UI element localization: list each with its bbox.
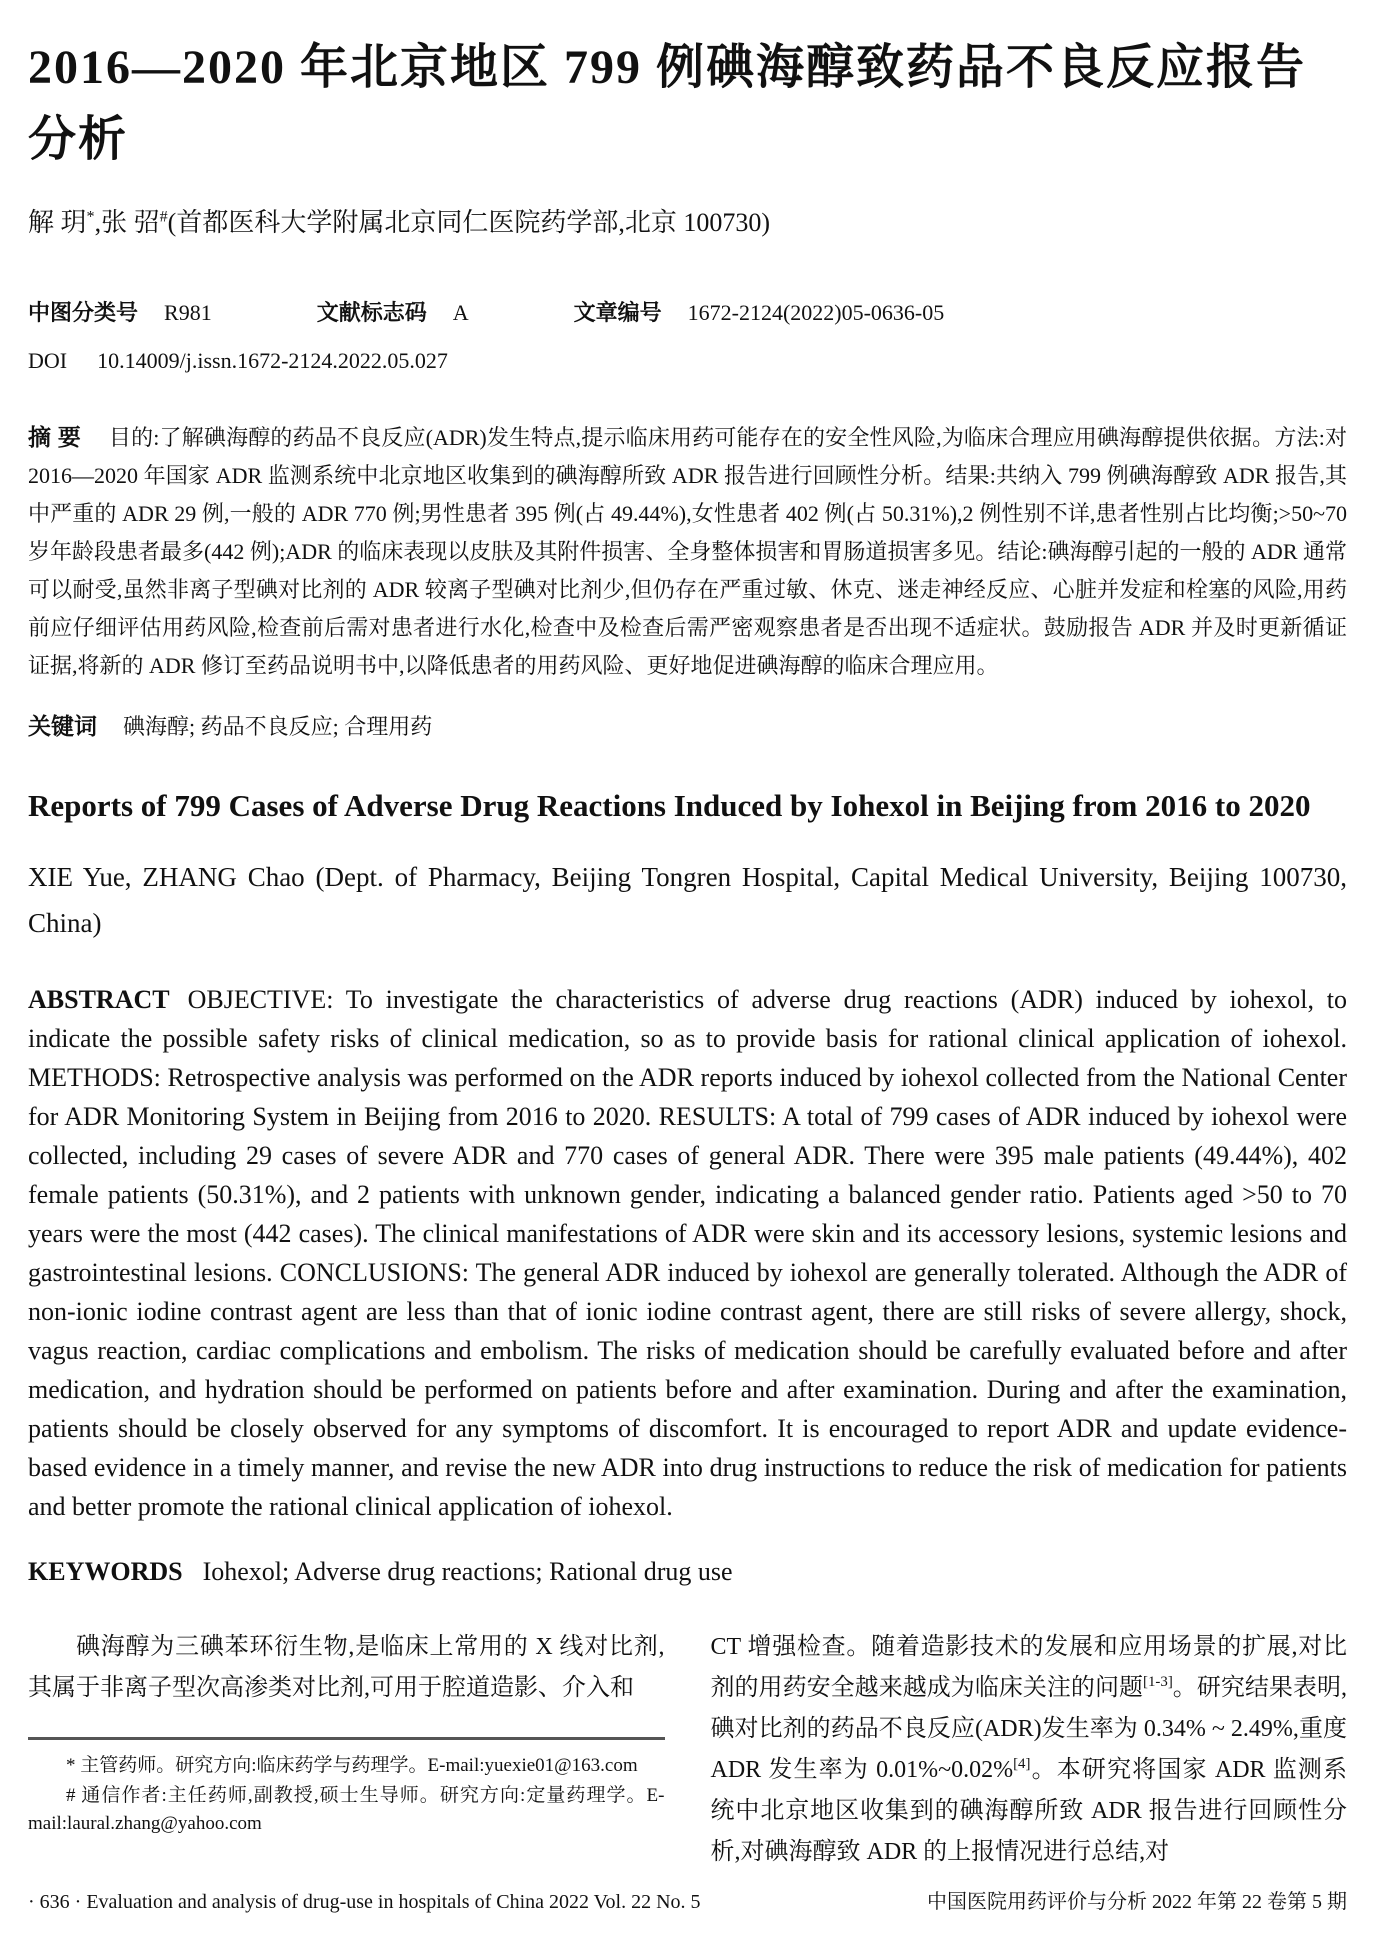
- body-paragraph-left: 碘海醇为三碘苯环衍生物,是临床上常用的 X 线对比剂,其属于非离子型次高渗类对比剂,可用于腔道造影、介入和: [28, 1633, 665, 1701]
- author-1-superscript: *: [86, 208, 95, 226]
- article-no-pair: [574, 298, 945, 328]
- citation-ref-2: [4]: [1013, 1755, 1031, 1772]
- keywords-en: [28, 1552, 1347, 1591]
- body-paragraph-right: [711, 1627, 1348, 1873]
- classification-row: [28, 298, 1347, 328]
- authors-en: XIE Yue, ZHANG Chao (Dept. of Pharmacy, Beijing Tongren Hospital, Capital Medical University, Beijing 100730, China): [28, 861, 1347, 938]
- article-no-label: 文章编号: [573, 300, 662, 325]
- body-right-segment-2: 。研究结果表明,碘对比剂的药品不良反应(ADR)发生率为 0.34% ~ 2.49%,重度 ADR 发生率为 0.01%~0.02%: [710, 1674, 1348, 1783]
- keywords-zh: [28, 707, 1347, 746]
- footnote-2: # 通信作者:主任药师,副教授,硕士生导师。研究方向:定量药理学。E-mail:laural.zhang@yahoo.com: [28, 1784, 665, 1834]
- author-2-superscript: #: [159, 208, 168, 226]
- abstract-en-text: OBJECTIVE: To investigate the characteristics of adverse drug reactions (ADR) induced by iohexol, to indicate the possible safety risks of clinical medication, so as to provide basis for rational clinical application of iohexol. METHODS: Retrospective analysis was performed on the ADR reports induced by iohexol collected from the National Center for ADR Monitoring System in Beijing from 2016 to 2020. RESULTS: A total of 799 cases of ADR induced by iohexol were collected, including 29 cases of severe ADR and 770 cases of general ADR. There were 395 male patients (49.44%), 402 female patients (50.31%), and 2 patients with unknown gender, indicating a balanced gender ratio. Patients aged >50 to 70 years were the most (442 cases). The clinical manifestations of ADR were skin and its accessory lesions, systemic lesions and gastrointestinal lesions. CONCLUSIONS: The general ADR induced by iohexol are generally tolerated. Although the ADR of non-ionic iodine contrast agent are less than that of ionic iodine contrast agent, there are still risks of severe allergy, shock, vagus reaction, cardiac complications and embolism. The risks of medication should be carefully evaluated before and after medication, and hydration should be performed on patients before and after examination. During and after the examination, patients should be closely observed for any symptoms of discomfort. It is encouraged to report ADR and update evidence-based evidence in a timely manner, and revise the new ADR into drug instructions to reduce the risk of medication for patients and better promote the rational clinical application of iohexol.: [28, 984, 1347, 1521]
- footer-journal-info-zh: 中国医院用药评价与分析 2022 年第 22 卷第 5 期: [927, 1891, 1347, 1913]
- authors-zh: [28, 206, 1347, 240]
- abstract-en: [28, 980, 1347, 1526]
- doc-code-value: A: [452, 300, 469, 325]
- clc-label: 中图分类号: [28, 300, 139, 325]
- abstract-zh-text: 目的:了解碘海醇的药品不良反应(ADR)发生特点,提示临床用药可能存在的安全性风险,为临床合理应用碘海醇提供依据。方法:对 2016—2020 年国家 ADR 监测系统中北京地区收集到的碘海醇所致 ADR 报告进行回顾性分析。结果:共纳入 799 例碘海醇致 ADR 报告,其中严重的 ADR 29 例,一般的 ADR 770 例;男性患者 395 例(占 49.44%),女性患者 402 例(占 50.31%),2 例性别不详,患者性别占比均衡;>50~70 岁年龄段患者最多(442 例);ADR 的临床表现以皮肤及其附件损害、全身整体损害和胃肠道损害多见。结论:碘海醇引起的一般的 ADR 通常可以耐受,虽然非离子型碘对比剂的 ADR 较离子型碘对比剂少,但仍存在严重过敏、休克、迷走神经反应、心脏并发症和栓塞的风险,用药前应仔细评估用药风险,检查前后需对患者进行水化,检查中及检查后需严密观察患者是否出现不适症状。鼓励报告 ADR 并及时更新循证证据,将新的 ADR 修订至药品说明书中,以降低患者的用药风险、更好地促进碘海醇的临床合理应用。: [28, 425, 1347, 678]
- body-column-left: [28, 1627, 665, 1873]
- doi-row: [28, 346, 1347, 376]
- clc-value: R981: [164, 300, 212, 325]
- doi-label: DOI: [28, 348, 68, 373]
- article-title-en: Reports of 799 Cases of Adverse Drug Reactions Induced by Iohexol in Beijing from 2016 to 2020: [28, 788, 1311, 823]
- keywords-zh-label: 关键词: [28, 713, 97, 739]
- body-column-right: [711, 1627, 1348, 1873]
- page-footer: [28, 1885, 1347, 1914]
- footer-page-info-en: · 636 · Evaluation and analysis of drug-use in hospitals of China 2022 Vol. 22 No. 5: [28, 1891, 701, 1913]
- keywords-en-label: KEYWORDS: [28, 1556, 183, 1586]
- body-right-segment-3: 。本研究将国家 ADR 监测系统中北京地区收集到的碘海醇所致 ADR 报告进行回顾性分析,对碘海醇致 ADR 的上报情况进行总结,对: [710, 1756, 1348, 1865]
- abstract-zh-label: 摘 要: [28, 424, 81, 450]
- doi-value: 10.14009/j.issn.1672-2124.2022.05.027: [97, 348, 448, 373]
- body-two-columns: [28, 1627, 1347, 1873]
- article-title-zh: 2016—2020 年北京地区 799 例碘海醇致药品不良反应报告分析: [28, 41, 1307, 166]
- body-right-segment-1: CT 增强检查。随着造影技术的发展和应用场景的扩展,对比剂的用药安全越来越成为临床关注的问题: [710, 1633, 1347, 1701]
- article-no-value: 1672-2124(2022)05-0636-05: [687, 300, 945, 325]
- clc-pair: [28, 298, 212, 328]
- author-name-1: 解 玥: [28, 208, 87, 237]
- footnote-1: * 主管药师。研究方向:临床药学与药理学。E-mail:yuexie01@163.com: [66, 1754, 638, 1776]
- abstract-en-label: ABSTRACT: [28, 984, 170, 1014]
- keywords-en-text: Iohexol; Adverse drug reactions; Rational drug use: [202, 1556, 733, 1586]
- author-affiliation-zh: (首都医科大学附属北京同仁医院药学部,北京 100730): [167, 208, 770, 237]
- keywords-zh-text: 碘海醇; 药品不良反应; 合理用药: [123, 714, 433, 739]
- author-name-2: ,张 弨: [94, 208, 160, 237]
- doc-code-pair: [317, 298, 469, 328]
- citation-ref-1: [1-3]: [1143, 1673, 1173, 1690]
- abstract-zh: [28, 418, 1347, 685]
- footnote-block: [28, 1737, 665, 1840]
- doc-code-label: 文献标志码: [316, 300, 427, 325]
